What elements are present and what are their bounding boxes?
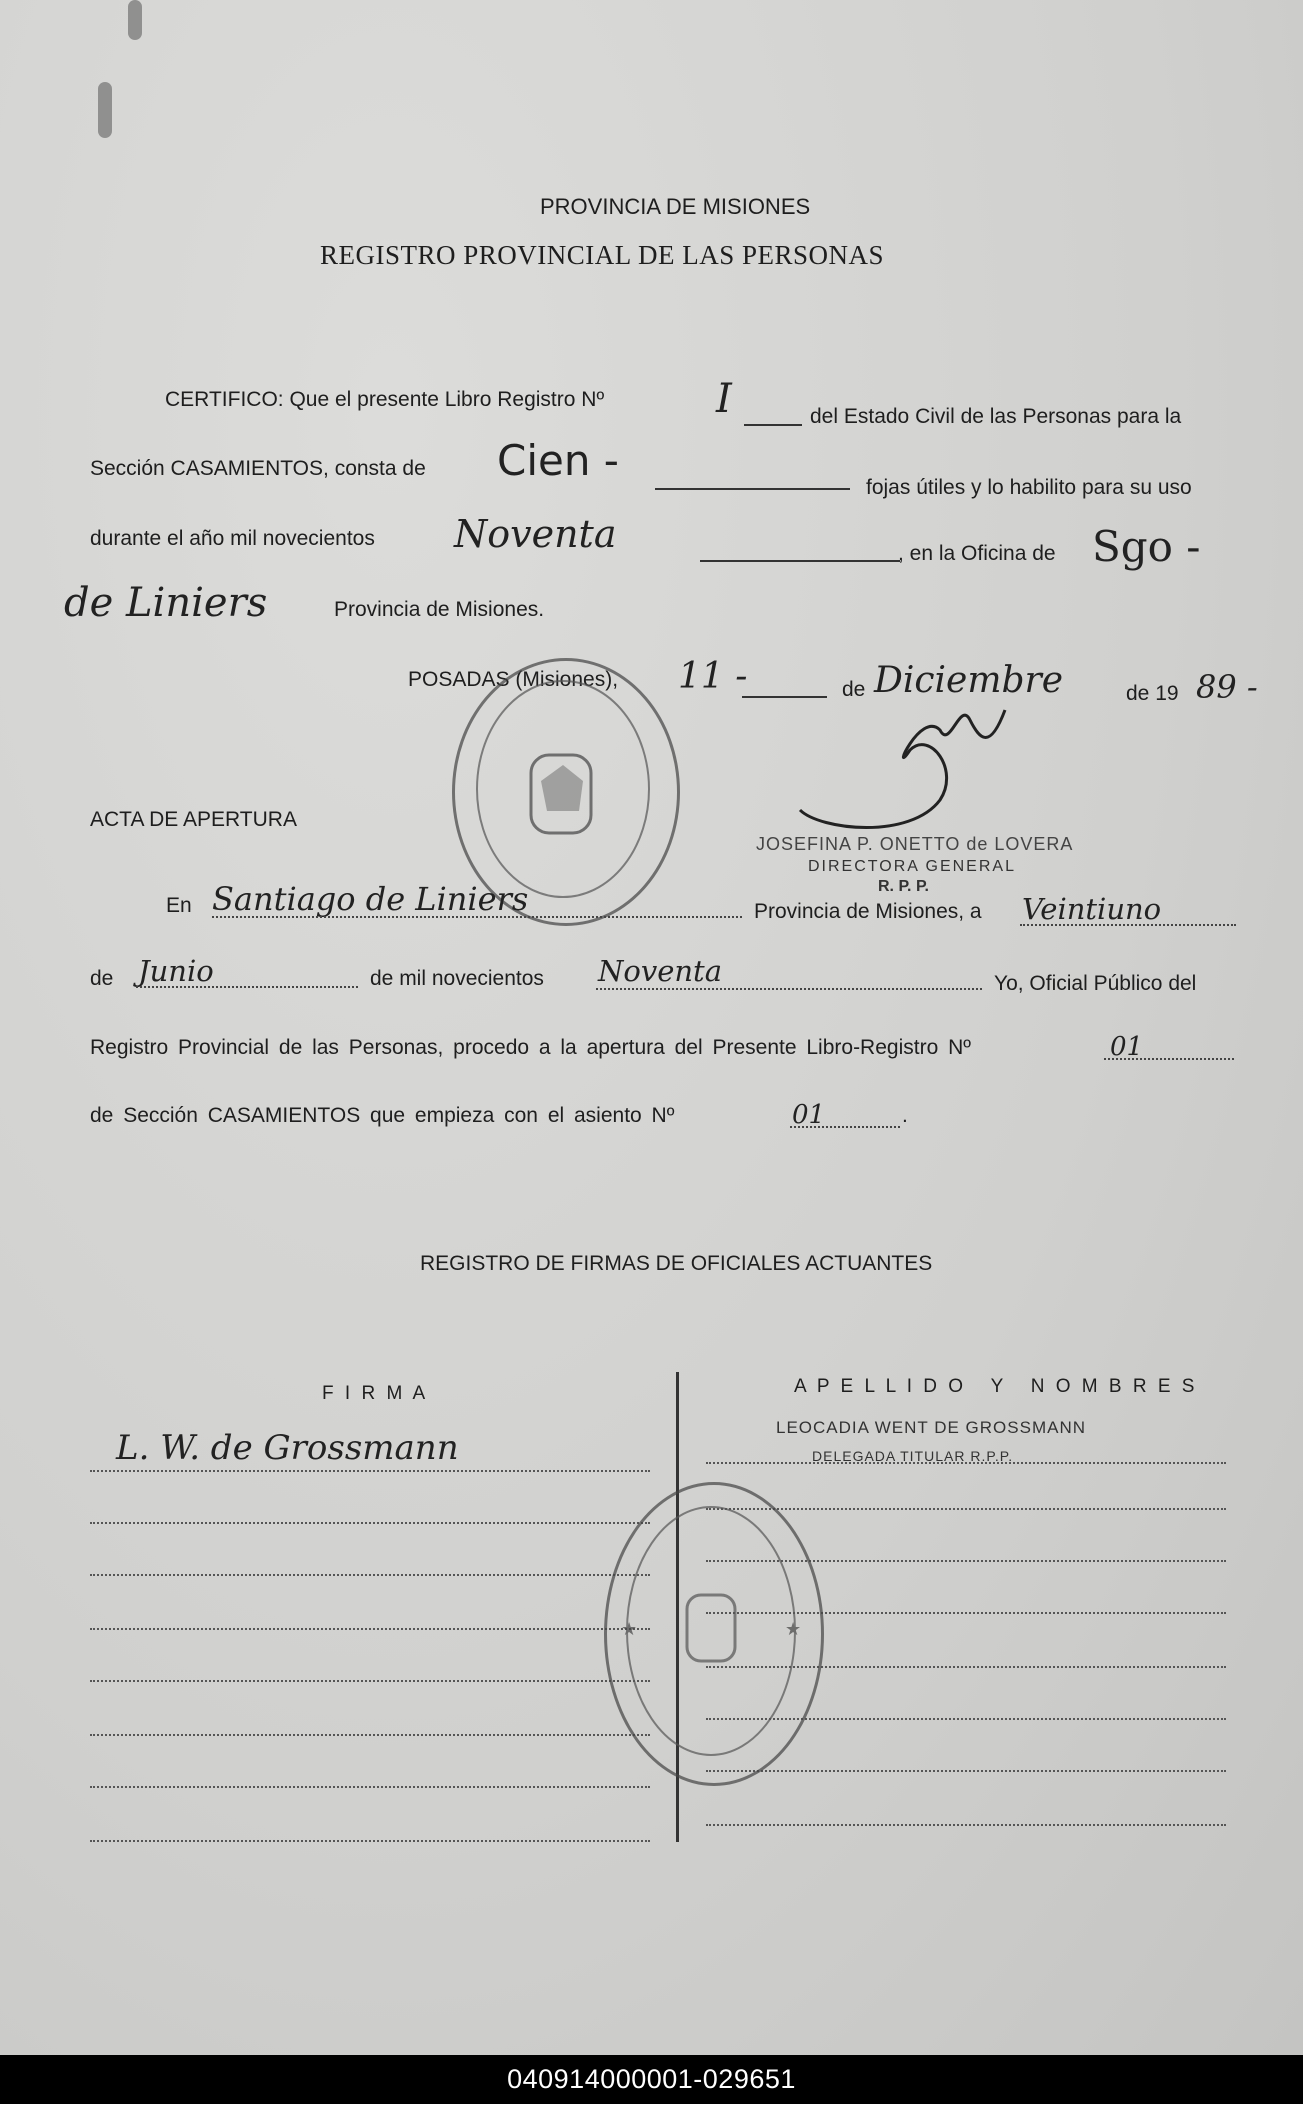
cert-after-book: del Estado Civil de las Personas para la [810, 405, 1182, 428]
cert-line-1 [165, 388, 604, 412]
ministry-emblem-icon [607, 1485, 815, 1777]
acta-entry-field: 01 [792, 1100, 826, 1130]
cert-lead: CERTIFICO: Que el presente Libro Registro Nº [165, 388, 605, 411]
svg-text:★: ★ [785, 1619, 802, 1640]
acta-month-line [136, 986, 358, 988]
col-firma-heading: F I R M A [322, 1383, 429, 1404]
col-names-heading: A P E L L I D O Y N O M B R E S [794, 1376, 1198, 1397]
book-number-line [744, 424, 802, 426]
acta-en: En [166, 894, 192, 917]
office-field-part1: Sgo - [1092, 522, 1201, 571]
firma-line-8 [90, 1840, 650, 1842]
acta-book-field: 01 [1110, 1032, 1144, 1062]
acta-locality-line [212, 916, 742, 918]
document-code-footer: 040914000001-029651 [0, 2055, 1303, 2104]
firmas-heading: REGISTRO DE FIRMAS DE OFICIALES ACTUANTES [420, 1252, 933, 1275]
acta-entry-line [790, 1126, 900, 1128]
cert-office-lead: , en la Oficina de [898, 542, 1056, 565]
firma-line-1 [90, 1470, 650, 1472]
director-title: DIRECTORA GENERAL [808, 858, 1016, 875]
name-line-1 [706, 1462, 1226, 1464]
name-line-8 [706, 1824, 1226, 1826]
pages-count-field: Cien - [497, 436, 619, 485]
cert-month-field: Diciembre [874, 660, 1064, 701]
cert-year-suffix: 89 - [1196, 668, 1258, 706]
acta-heading: ACTA DE APERTURA [90, 808, 297, 831]
acta-year-lead: de mil novecientos [370, 967, 544, 990]
firma-line-3 [90, 1574, 650, 1576]
title-1: DELEGADA TITULAR R.P.P. [812, 1448, 1014, 1464]
punch-mark-lower [98, 82, 112, 138]
firma-line-4 [90, 1628, 650, 1630]
firma-signature-1: L. W. de Grossmann [116, 1428, 459, 1468]
firma-line-7 [90, 1786, 650, 1788]
acta-officer: Yo, Oficial Público del [994, 972, 1197, 995]
acta-month-field: Junio [138, 954, 214, 988]
acta-year-line [596, 988, 982, 990]
cert-day-field: 11 - [678, 656, 748, 697]
acta-book-line [1104, 1058, 1234, 1060]
seal-emblem-icon [455, 661, 671, 917]
name-1: LEOCADIA WENT DE GROSSMANN [776, 1418, 1087, 1437]
province-heading: PROVINCIA DE MISIONES [540, 194, 811, 219]
director-org: R. P. P. [878, 878, 929, 895]
acta-line-4: de Sección CASAMIENTOS que empieza con el asiento Nº [90, 1104, 675, 1127]
acta-province-text: Provincia de Misiones, a [754, 900, 982, 923]
book-number-field: I [716, 376, 732, 422]
acta-de: de [90, 967, 114, 990]
punch-mark-top [128, 0, 142, 40]
director-signature [790, 690, 1050, 840]
ministry-seal-stamp [604, 1482, 824, 1786]
svg-text:★: ★ [621, 1619, 638, 1640]
registry-heading: REGISTRO PROVINCIAL DE LAS PERSONAS [320, 240, 885, 270]
acta-day-line [1020, 924, 1236, 926]
year-words-line [700, 560, 900, 562]
acta-day-field: Veintiuno [1022, 892, 1162, 926]
firma-line-6 [90, 1734, 650, 1736]
acta-year-field: Noventa [598, 954, 723, 988]
cert-province-suffix: Provincia de Misiones. [334, 598, 545, 621]
acta-line-3: Registro Provincial de las Personas, procedo a la apertura del Presente Libro-Registro Nº [90, 1036, 971, 1059]
acta-locality-field: Santiago de Liniers [212, 880, 529, 918]
pages-count-line [655, 488, 850, 490]
cert-after-pages: fojas útiles y lo habilito para su uso [866, 476, 1192, 499]
firma-line-2 [90, 1522, 650, 1524]
acta-period: . [902, 1104, 908, 1127]
cert-place: POSADAS (Misiones), [408, 668, 619, 691]
cert-de1: de [842, 678, 866, 701]
office-field-part2: de Liniers [64, 580, 268, 626]
firma-line-5 [90, 1680, 650, 1682]
cert-section-lead: Sección CASAMIENTOS, consta de [90, 457, 426, 480]
cert-year-lead: durante el año mil novecientos [90, 527, 375, 550]
director-name: JOSEFINA P. ONETTO de LOVERA [756, 834, 1074, 854]
year-words-field: Noventa [454, 512, 617, 556]
cert-de-year: de 19 [1126, 682, 1179, 705]
